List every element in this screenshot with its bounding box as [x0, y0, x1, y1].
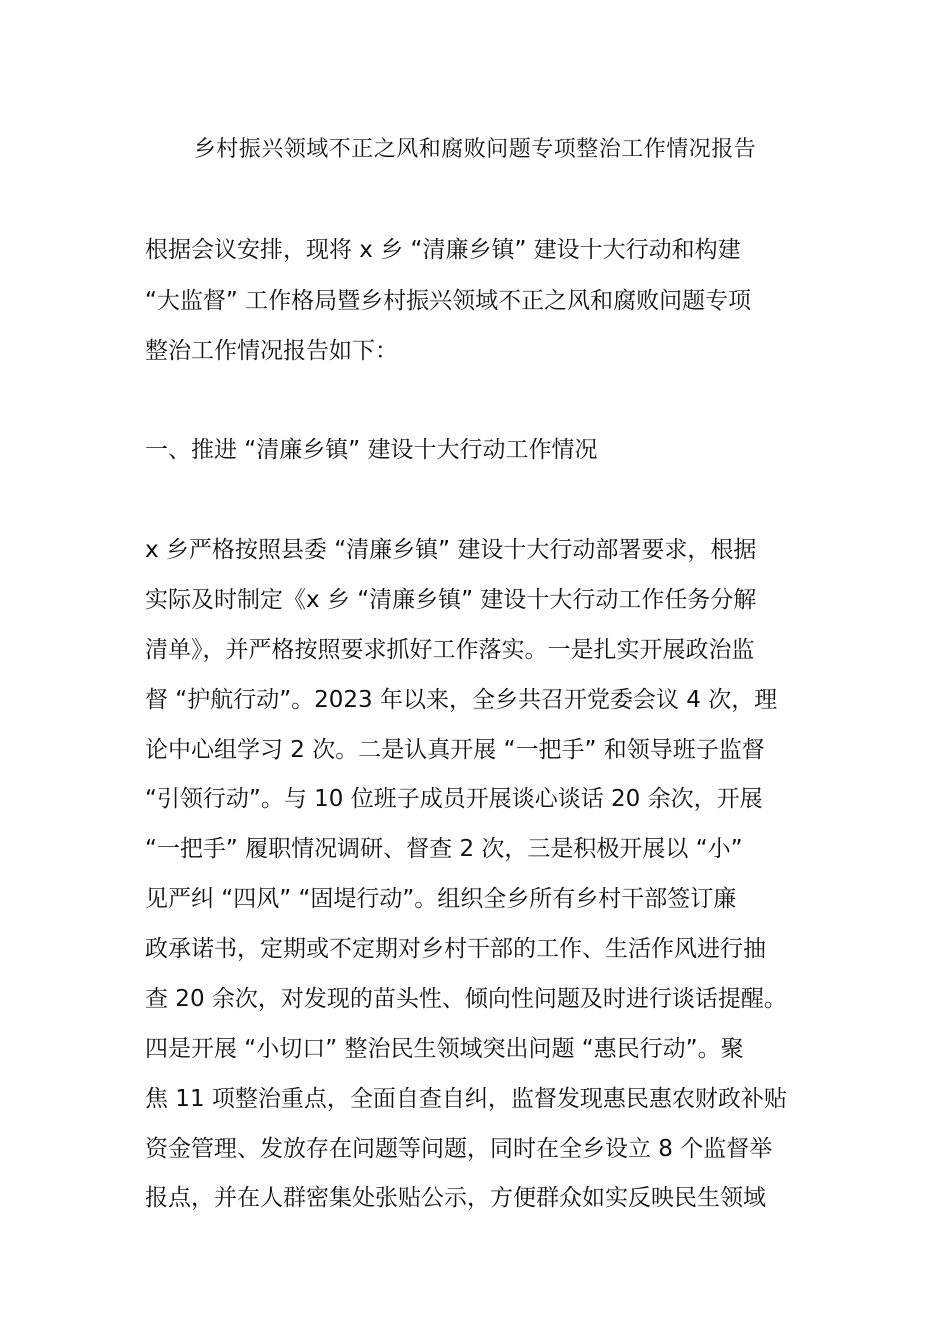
body-line: 报点，并在人群密集处张贴公示，方便群众如实反映民生领域 [145, 1185, 766, 1211]
body-line: 四是开展 “小切口” 整治民生领域突出问题 “惠民行动”。聚 [145, 1036, 744, 1062]
section-heading: 一、推进 “清廉乡镇” 建设十大行动工作情况 [145, 437, 598, 463]
body-line: 查 20 余次，对发现的苗头性、倾向性问题及时进行谈话提醒。 [145, 986, 787, 1012]
body-line: 见严纠 “四风” “固堤行动”。组织全乡所有乡村干部签订廉 [145, 886, 737, 912]
intro-line: “大监督” 工作格局暨乡村振兴领域不正之风和腐败问题专项 [145, 288, 752, 314]
body-line: 实际及时制定《x 乡 “清廉乡镇” 建设十大行动工作任务分解 [145, 587, 757, 613]
intro-line: 根据会议安排，现将 x 乡 “清廉乡镇” 建设十大行动和构建 [145, 237, 741, 263]
intro-line: 整治工作情况报告如下： [145, 338, 398, 364]
body-line: 论中心组学习 2 次。二是认真开展 “一把手” 和领导班子监督 [145, 737, 765, 763]
body-line: 焦 11 项整治重点，全面自查自纠，监督发现惠民惠农财政补贴 [145, 1086, 787, 1112]
body-line: 督 “护航行动”。2023 年以来，全乡共召开党委会议 4 次，理 [145, 687, 778, 713]
body-line: x 乡严格按照县委 “清廉乡镇” 建设十大行动部署要求，根据 [145, 537, 757, 563]
body-line: 政承诺书，定期或不定期对乡村干部的工作、生活作风进行抽 [145, 936, 766, 962]
body-line: 资金管理、发放存在问题等问题，同时在全乡设立 8 个监督举 [145, 1136, 773, 1162]
body-line: 清单》，并严格按照要求抓好工作落实。一是扎实开展政治监 [145, 637, 755, 663]
body-line: “引领行动”。与 10 位班子成员开展谈心谈话 20 余次，开展 [145, 786, 763, 812]
body-line: “一把手” 履职情况调研、督查 2 次，三是积极开展以 “小” [145, 836, 743, 862]
document-title: 乡村振兴领域不正之风和腐败问题专项整治工作情况报告 [193, 137, 757, 162]
